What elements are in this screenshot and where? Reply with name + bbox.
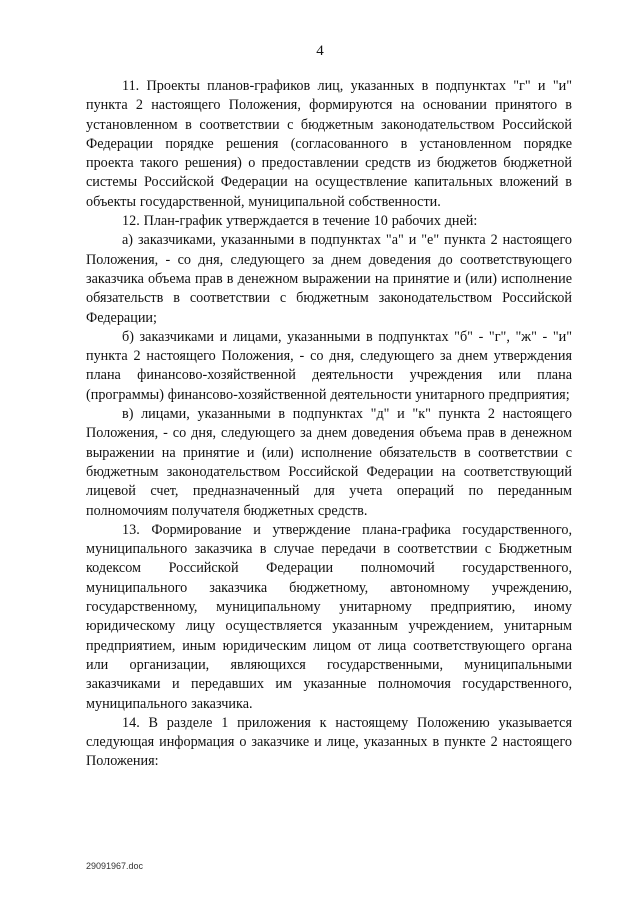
paragraph-14: 14. В разделе 1 приложения к настоящему Положению указывается следующая информация о заказчике и лице, указанных в пункте 2 настоящего Положения: — [86, 714, 572, 770]
document-body — [86, 77, 572, 772]
paragraph-12-b: б) заказчиками и лицами, указанными в подпунктах "б" - "г", "ж" - "и" пункта 2 настоящего Положения, - со дня, следующего за днем утверждения плана финансово-хозяйственной деятельности учреждения или плана (программы) финансово-хозяйственной деятельности унитарного предприятия; — [86, 328, 572, 403]
page-number: 4 — [316, 43, 324, 59]
document-filename: 29091967.doc — [86, 861, 144, 871]
paragraph-13: 13. Формирование и утверждение плана-графика государственного, муниципального заказчика в случае передачи в соответствии с Бюджетным кодексом Российской Федерации полномочий государственного, муниципального заказчика бюджетному, автономному учреждению, государственному, муниципальному унитарному предприятию, иному юридическому лицу осуществляется указанным учреждением, унитарным предприятием, иным юридическим лицом от лица соответствующего органа или организации, являющихся государственными, муниципальными заказчиками и передавших им указанные полномочия государственного, муниципального заказчика. — [86, 521, 572, 712]
paragraph-11: 11. Проекты планов-графиков лиц, указанных в подпунктах "г" и "и" пункта 2 настоящего Положения, формируются на основании принятого в установленном в соответствии с бюджетным законодательством Российской Федерации порядке решения (согласованного в установленном порядке проекта такого решения) о предоставлении средств из бюджетов бюджетной системы Российской Федерации на осуществление капитальных вложений в объекты государственной, муниципальной собственности. — [86, 78, 572, 210]
paragraph-12-a: а) заказчиками, указанными в подпунктах "а" и "е" пункта 2 настоящего Положения, - со дня, следующего за днем доведения до соответствующего заказчика объема прав в денежном выражении на принятие и (или) исполнение обязательств в соответствии с бюджетным законодательством Российской Федерации; — [86, 232, 572, 326]
paragraph-12-v: в) лицами, указанными в подпунктах "д" и "к" пункта 2 настоящего Положения, - со дня, следующего за днем доведения объема прав в денежном выражении на принятие и (или) исполнение обязательств в соответствии с бюджетным законодательством Российской Федерации на соответствующий лицевой счет, предназначенный для учета операций по переданным полномочиям получателя бюджетных средств. — [86, 406, 572, 519]
paragraph-12: 12. План-график утверждается в течение 10 рабочих дней: — [122, 213, 478, 230]
